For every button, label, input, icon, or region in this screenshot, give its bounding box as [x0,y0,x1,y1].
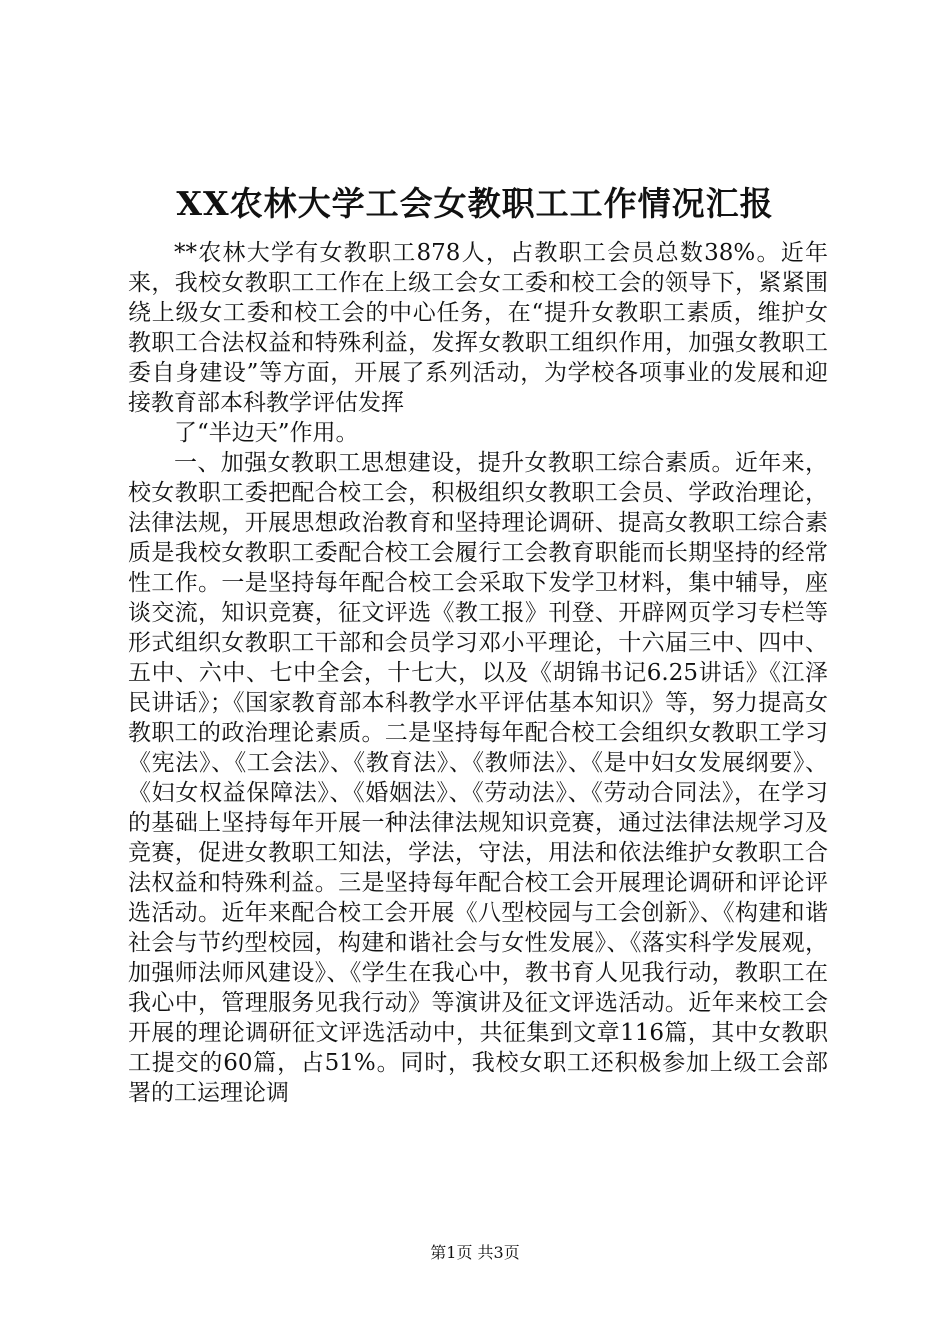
document-body [128,238,828,1108]
paragraph-section-one: 一、加强女教职工思想建设，提升女教职工综合素质。近年来，校女教职工委把配合校工会，积极组织女教职工会员、学政治理论，法律法规，开展思想政治教育和坚持理论调研、提高女教职工综合素质是我校女教职工委配合校工会履行工会教育职能而长期坚持的经常性工作。一是坚持每年配合校工会采取下发学卫材料，集中辅导，座谈交流，知识竞赛，征文评选《教工报》刊登、开辟网页学习专栏等形式组织女教职工干部和会员学习邓小平理论，十六届三中、四中、五中、六中、七中全会，十七大，以及《胡锦书记6.25讲话》《江泽民讲话》；《国家教育部本科教学水平评估基本知识》等，努力提高女教职工的政治理论素质。二是坚持每年配合校工会组织女教职工学习《宪法》、《工会法》、《教育法》、《教师法》、《是中妇女发展纲要》、《妇女权益保障法》、《婚姻法》、《劳动法》、《劳动合同法》，在学习的基础上坚持每年开展一种法律法规知识竞赛，通过法律法规学习及竞赛，促进女教职工知法，学法，守法，用法和依法维护女教职工合法权益和特殊利益。三是坚持每年配合校工会开展理论调研和评论评选活动。近年来配合校工会开展《八型校园与工会创新》、《构建和谐社会与节约型校园，构建和谐社会与女性发展》、《落实科学发展观，加强师法师风建设》、《学生在我心中，教书育人见我行动，教职工在我心中，管理服务见我行动》等演讲及征文评选活动。近年来校工会开展的理论调研征文评选活动中，共征集到文章116篇，其中女教职工提交的60篇，占51%。同时，我校女职工还积极参加上级工会部署的工运理论调 [128,450,828,1106]
paragraph-intro-continuation: 了“半边天”作用。 [174,420,359,446]
page-footer: 第1页 共3页 [430,1243,520,1262]
paragraph-intro: **农林大学有女教职工878人，占教职工会员总数38%。近年来，我校女教职工工作在上级工会女工委和校工会的领导下，紧紧围绕上级女工委和校工会的中心任务，在“提升女教职工素质，维护女教职工合法权益和特殊利益，发挥女教职工组织作用，加强女教职工委自身建设”等方面，开展了系列活动，为学校各项事业的发展和迎接教育部本科教学评估发挥 [128,240,828,416]
document-title: XX农林大学工会女教职工工作情况汇报 [176,184,774,223]
